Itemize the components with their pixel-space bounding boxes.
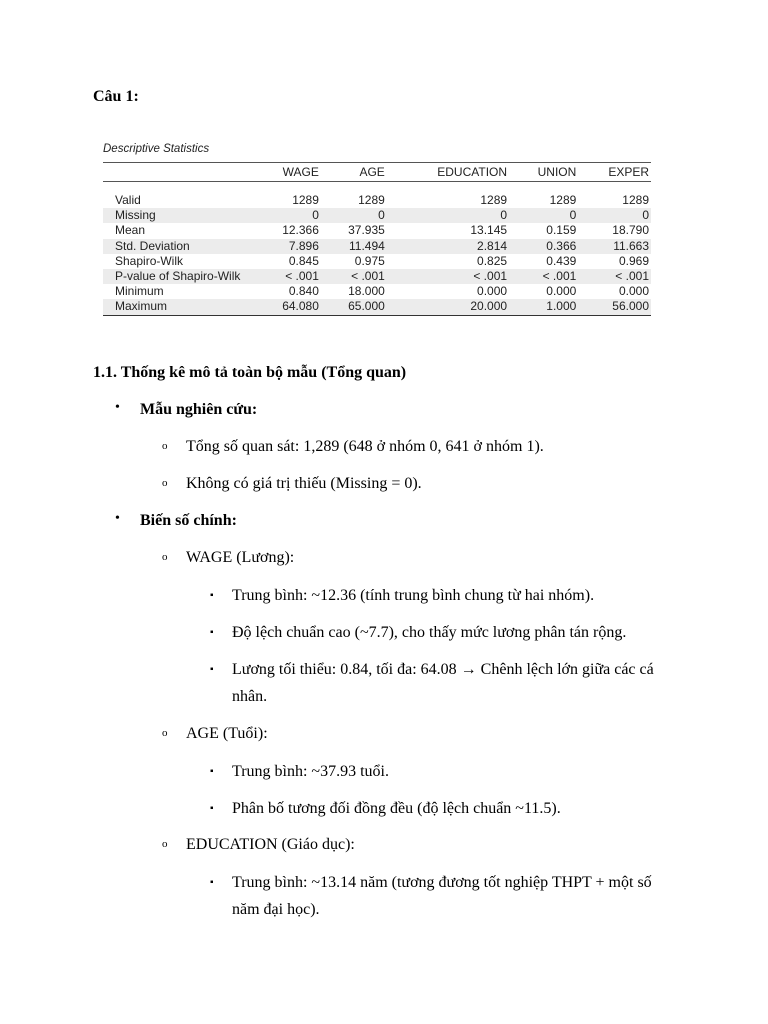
value-cell: 20.000 — [387, 299, 509, 315]
value-cell: 11.663 — [578, 239, 651, 254]
value-cell: 1289 — [622, 193, 649, 208]
value-cell: 1289 — [292, 193, 319, 208]
bullet-square-icon: ▪ — [210, 627, 214, 638]
value-cell: 1.000 — [509, 299, 578, 315]
header-cell: EXPER — [578, 163, 651, 182]
section-title: 1.1. Thống kê mô tả toàn bộ mẫu (Tổng quan) — [93, 364, 407, 381]
table-row — [103, 284, 651, 299]
header-cell: UNION — [509, 163, 578, 182]
value-cell: 0.975 — [354, 253, 385, 268]
value-cell: < .001 — [387, 269, 509, 284]
table-row — [103, 223, 651, 238]
header-cell: WAGE — [255, 163, 321, 182]
value-cell: 64.080 — [255, 299, 321, 315]
bullet-square-icon: ▪ — [210, 766, 214, 777]
value-cell: 0 — [321, 208, 387, 223]
bullet-disc-icon: • — [115, 400, 120, 415]
variable-heading-wage: WAGE (Lương): — [186, 549, 295, 566]
value-cell: 1289 — [358, 193, 385, 208]
row-label-cell: Mean — [115, 223, 146, 238]
row-label-cell: Maximum — [103, 299, 255, 315]
bullet-circle-icon: o — [162, 551, 168, 563]
list-item: Trung bình: ~13.14 năm (tương đương tốt nghiệp THPT + một số năm đại học). — [232, 874, 652, 918]
bullet-circle-icon: o — [162, 727, 168, 739]
table-row — [103, 208, 651, 223]
value-cell: 37.935 — [348, 223, 385, 238]
bullet-square-icon: ▪ — [210, 590, 214, 601]
bullet-circle-icon: o — [162, 477, 168, 489]
value-cell: 0 — [255, 208, 321, 223]
value-cell: 0.159 — [546, 223, 577, 238]
table-body — [103, 182, 651, 316]
list-item: Phân bố tương đối đồng đều (độ lệch chuẩn ~11.5). — [232, 800, 561, 817]
row-label-cell: Missing — [103, 208, 255, 223]
value-cell: < .001 — [321, 269, 387, 284]
value-cell: 12.366 — [282, 223, 319, 238]
bullet-circle-icon: o — [162, 440, 168, 452]
list-item: Trung bình: ~12.36 (tính trung bình chung từ hai nhóm). — [232, 587, 595, 604]
bullet-square-icon: ▪ — [210, 803, 214, 814]
table-title: Descriptive Statistics — [103, 143, 210, 155]
list-item: Lương tối thiểu: 0.84, tối đa: 64.08 → Chênh lệch lớn giữa các cá nhân. — [232, 661, 654, 705]
header-cell: EDUCATION — [387, 163, 509, 182]
value-cell: 0.000 — [618, 284, 649, 299]
value-cell: 0.000 — [546, 284, 577, 299]
value-cell: 2.814 — [387, 239, 509, 254]
variable-heading-age: AGE (Tuổi): — [186, 725, 268, 742]
value-cell: 0.439 — [546, 253, 577, 268]
row-label-cell: Valid — [115, 193, 141, 208]
row-label-cell: Std. Deviation — [103, 239, 255, 254]
value-cell: 7.896 — [255, 239, 321, 254]
value-cell: 11.494 — [321, 239, 387, 254]
value-cell: 0.845 — [288, 253, 319, 268]
list-item: Độ lệch chuẩn cao (~7.7), cho thấy mức lương phân tán rộng. — [232, 624, 627, 641]
variable-heading-education: EDUCATION (Giáo dục): — [186, 836, 355, 853]
question-title: Câu 1: — [93, 88, 139, 105]
value-cell: 13.145 — [470, 223, 508, 238]
bullet-disc-icon: • — [115, 511, 120, 526]
list-heading-sample: Mẫu nghiên cứu: — [140, 401, 258, 418]
value-cell: 65.000 — [321, 299, 387, 315]
value-cell: 0.825 — [477, 253, 508, 268]
row-label-cell: Minimum — [115, 284, 164, 299]
descriptive-statistics-table — [103, 140, 651, 316]
table-row — [103, 269, 651, 284]
header-cell: AGE — [321, 163, 387, 182]
list-item: Không có giá trị thiếu (Missing = 0). — [186, 475, 422, 492]
value-cell: 0 — [578, 208, 651, 223]
table-row — [103, 299, 651, 315]
list-item: Trung bình: ~37.93 tuổi. — [232, 763, 389, 780]
bullet-circle-icon: o — [162, 838, 168, 850]
value-cell: 0 — [387, 208, 509, 223]
value-cell: 0 — [509, 208, 578, 223]
stats-grid — [103, 162, 651, 316]
value-cell: < .001 — [255, 269, 321, 284]
value-cell: 0.969 — [618, 253, 649, 268]
table-header-row — [103, 163, 651, 182]
value-cell: 1289 — [549, 193, 577, 208]
value-cell: 1289 — [480, 193, 508, 208]
value-cell: 56.000 — [578, 299, 651, 315]
header-cell — [103, 163, 255, 182]
bullet-square-icon: ▪ — [210, 877, 214, 888]
value-cell: 0.840 — [288, 284, 319, 299]
row-label-cell: Shapiro-Wilk — [115, 253, 184, 268]
bullet-square-icon: ▪ — [210, 664, 214, 675]
value-cell: < .001 — [578, 269, 651, 284]
table-row — [103, 193, 651, 208]
value-cell: 18.790 — [612, 223, 649, 238]
value-cell: < .001 — [509, 269, 578, 284]
value-cell: 0.000 — [477, 284, 508, 299]
value-cell: 18.000 — [348, 284, 385, 299]
value-cell: 0.366 — [509, 239, 578, 254]
row-label-cell: P-value of Shapiro-Wilk — [103, 269, 255, 284]
list-heading-variables: Biến số chính: — [140, 512, 237, 529]
table-row — [103, 254, 651, 269]
table-row — [103, 239, 651, 254]
list-item: Tổng số quan sát: 1,289 (648 ở nhóm 0, 641 ở nhóm 1). — [186, 438, 544, 455]
